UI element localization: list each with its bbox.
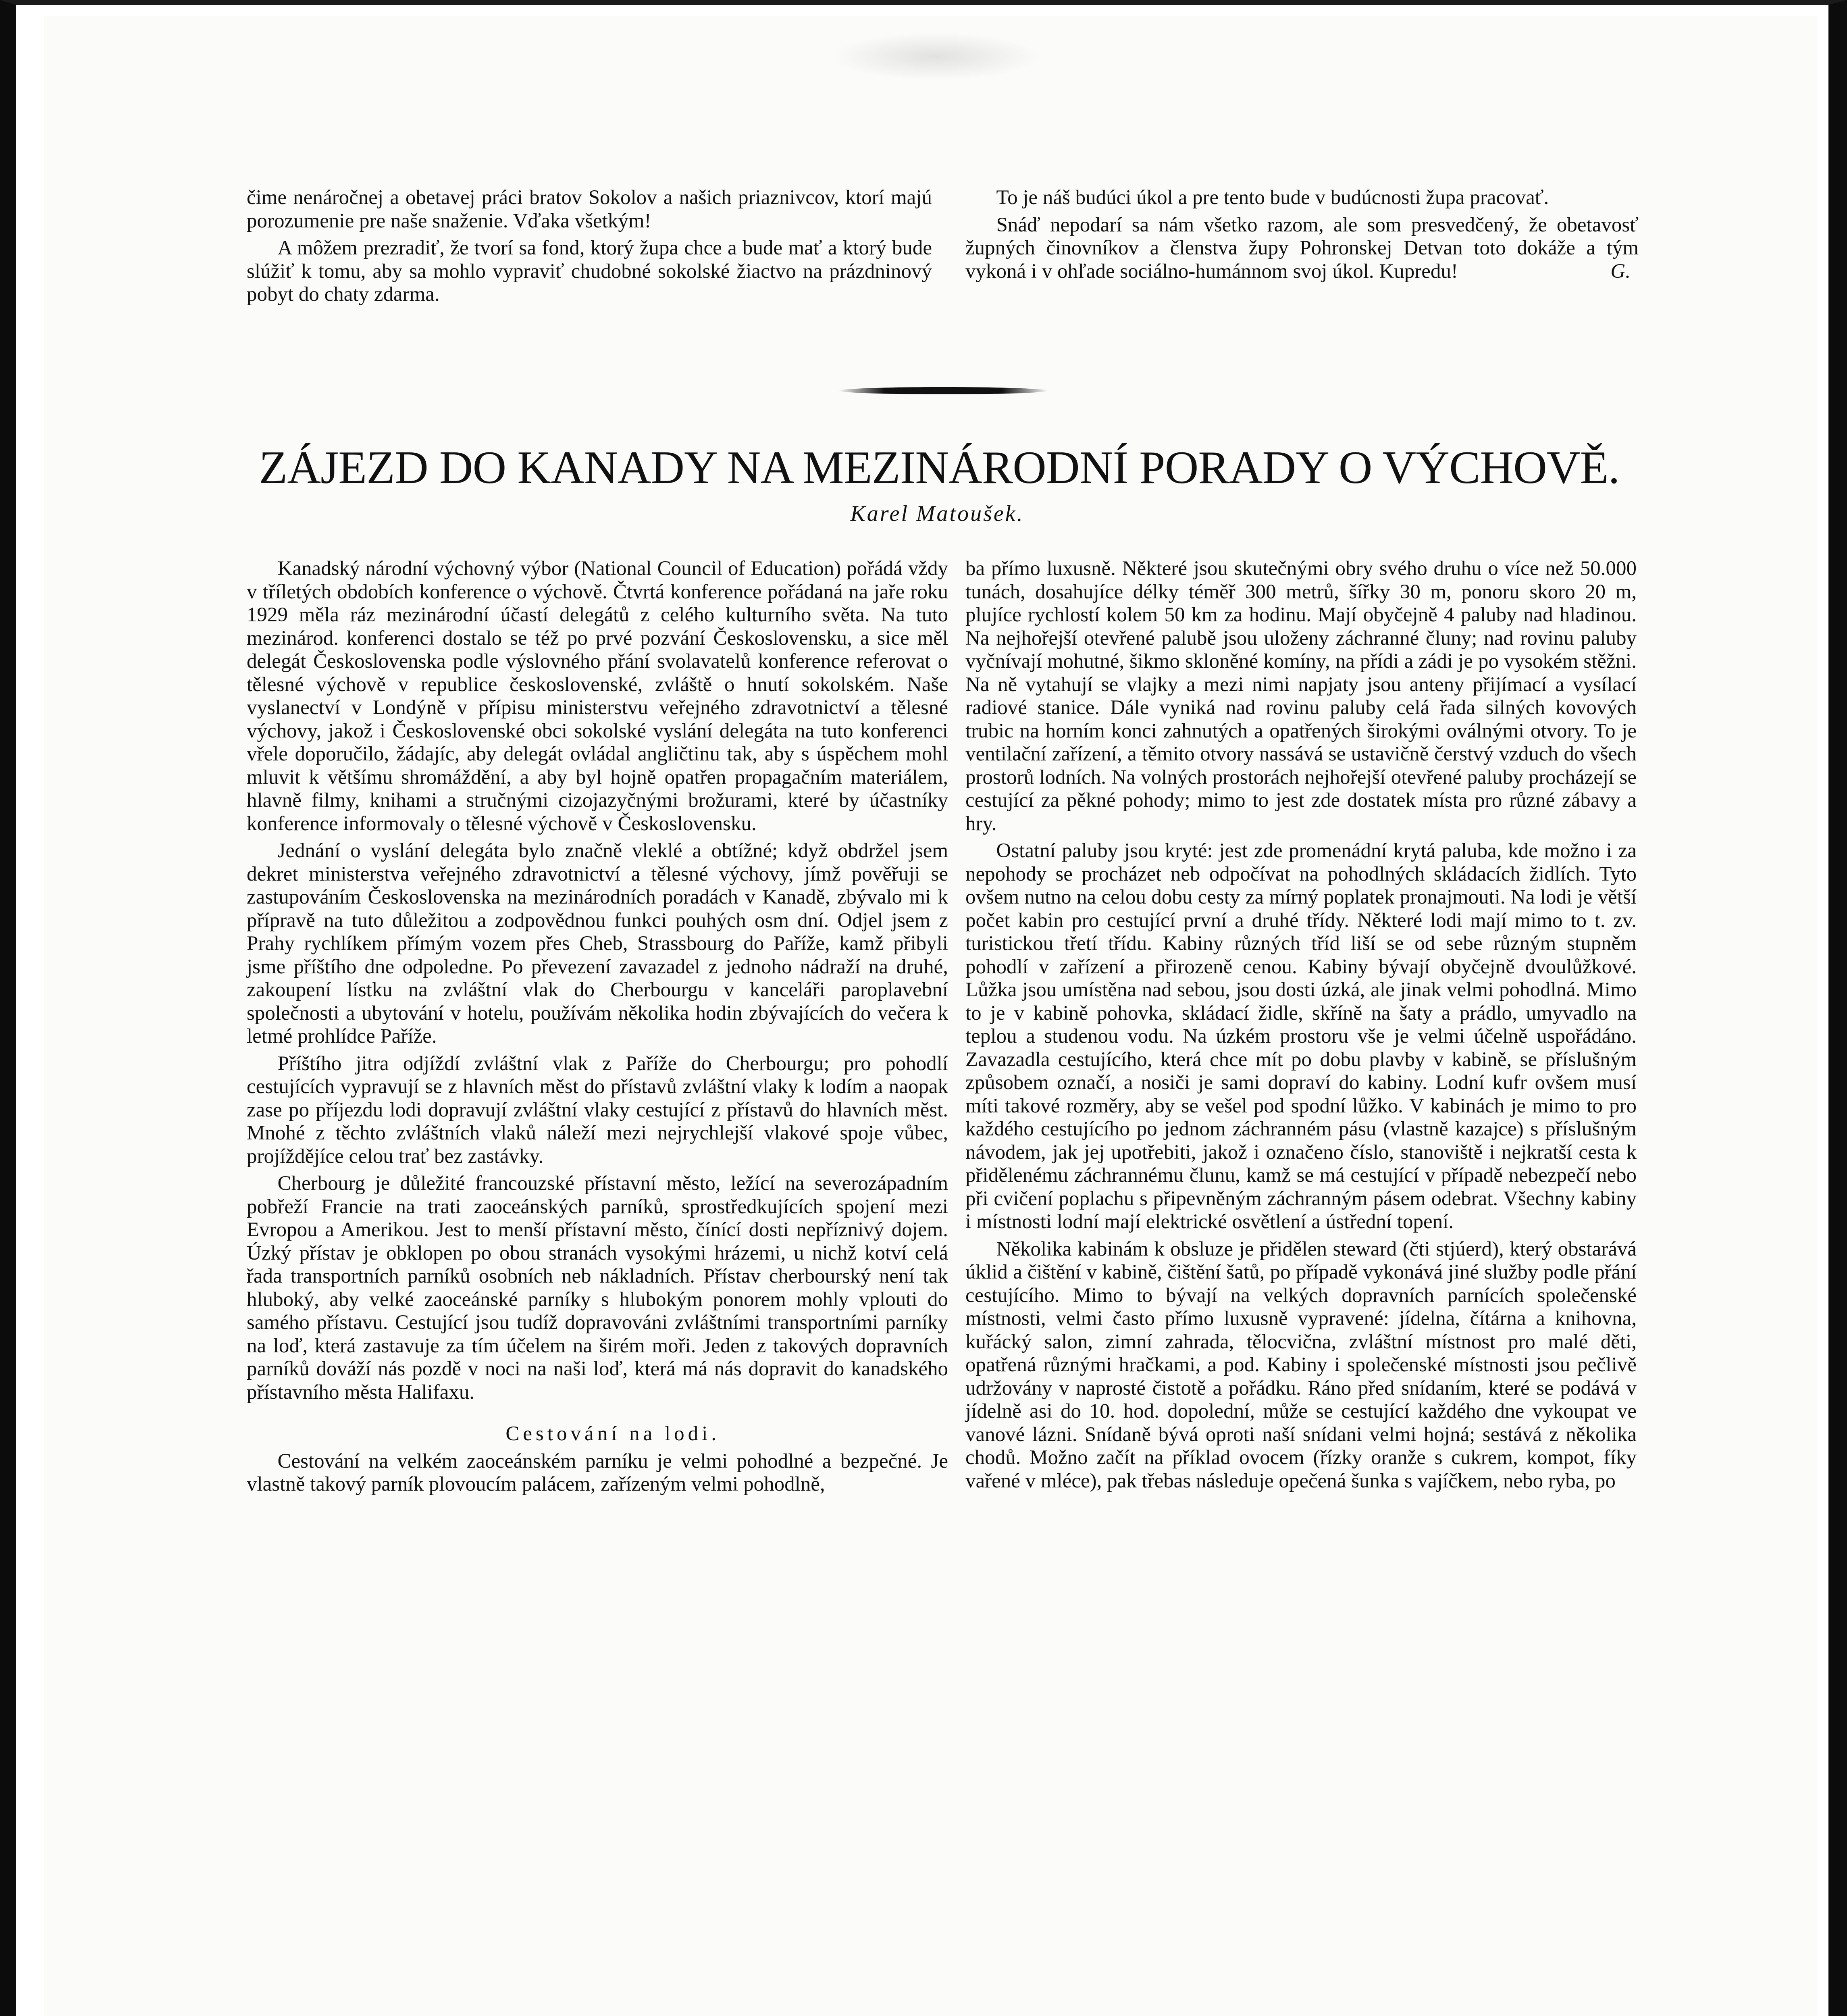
article-right-column bbox=[965, 557, 1637, 1493]
intro-right-column bbox=[965, 186, 1639, 283]
intro-paragraph: A môžem prezradiť, že tvorí sa fond, ktorý župa chce a bude mať a ktorý bude slúžiť k tomu, aby sa mohlo vypraviť chudobné sokolské žiactvo na prázdninový pobyt do chaty zdarma. bbox=[247, 237, 932, 306]
article-title: ZÁJEZD DO KANADY NA MEZINÁRODNÍ PORADY O VÝCHOVĚ. bbox=[259, 442, 1620, 494]
article-paragraph: Cestování na velkém zaoceánském parníku je velmi pohodlné a bezpečné. Je vlastně takový parník plovoucím palácem, zařízeným velmi pohodlně, bbox=[247, 1450, 948, 1495]
article-author: Karel Matoušek. bbox=[850, 501, 1024, 526]
article-paragraph: Příštího jitra odjíždí zvláštní vlak z Paříže do Cherbourgu; pro pohodlí cestujících vypravují se z hlavních měst do přístavů zvláštní vlaky k lodím a naopak zase po příjezdu lodi dopravují zvláštní vlaky cestující z přístavů do hlavních měst. Mnohé z těchto zvláštních vlaků náleží mezi nejrychlejší vlakové spoje vůbec, projíždějíce celou trať bez zastávky. bbox=[247, 1052, 948, 1168]
intro-left-column bbox=[247, 186, 932, 306]
article-paragraph: ba přímo luxusně. Některé jsou skutečnými obry svého druhu o více než 50.000 tunách, dosahujíce délky téměř 300 metrů, šířky 30 m, ponoru skoro 20 m, plujíce rychlostí kolem 50 km za hodinu. Mají obyčejně 4 paluby nad hladinou. Na nejhořejší otevřené palubě jsou uloženy záchranné čluny; nad rovinu paluby vyčnívají mohutné, šikmo skloněné komíny, na přídi a zádi je po vysokém stěžni. Na ně vytahují se vlajky a mezi nimi napjaty jsou anteny přijímací a vysílací radiové stanice. Dále vyniká nad rovinu paluby celá řada silných kovových trubic na horním konci zahnutých a opatřených širokými oválnými otvory. To je ventilační zařízení, a těmito otvory nassává se ustavičně čerstvý vzduch do všech prostorů lodních. Na volných prostorách nejhořejší otevřené paluby procházejí se cestující za pěkné pohody; mimo to jest zde dostatek místa pro různé zábavy a hry. bbox=[965, 557, 1637, 835]
section-divider bbox=[838, 387, 1048, 394]
article-paragraph: Kanadský národní výchovný výbor (National Council of Education) pořádá vždy v tříletých obdobích konference o výchově. Čtvrtá konference pořádaná na jaře roku 1929 měla ráz mezinárodní účastí delegátů z celého kulturního světa. Na tuto mezinárod. konferenci dostalo se též po prvé pozvání Československu, a sice měl delegát Československa podle výslovného přání svolavatelů konference referovat o tělesné výchově v republice československé, zvláště o hnutí sokolském. Naše vyslanectví v Londýně v přípisu ministerstvu veřejného zdravotnictví a tělesné výchovy, jakož i Československé obci sokolské vyslání delegáta na tuto konferenci vřele doporučilo, žádajíc, aby delegát ovládal angličtinu tak, aby s úspěchem mohl mluvit k většímu shromáždění, a aby byl hojně opatřen propagačním materiálem, hlavně filmy, knihami a stručnými cizojazyčnými brožurami, které by účastníky konference informovaly o tělesné výchově v Československu. bbox=[247, 557, 948, 835]
paper-smudge bbox=[830, 32, 1040, 81]
intro-paragraph-text: Snáď nepodarí sa nám všetko razom, ale som presvedčený, že obetavosť župných činovníkov a členstva župy Pohronskej Detvan toto dokáže a tým vykoná i v ohľade sociálno-humánnom svoj úkol. Kupredu! bbox=[965, 213, 1639, 283]
section-subheading: Cestování na lodi. bbox=[505, 1422, 720, 1445]
signature: G. bbox=[1610, 260, 1631, 283]
intro-paragraph: čime nenáročnej a obetavej práci bratov Sokolov a našich priaznivcov, ktorí majú porozumenie pre naše snaženie. Vďaka všetkým! bbox=[247, 186, 932, 232]
article-left-column bbox=[247, 557, 948, 1496]
article-paragraph: Jednání o vyslání delegáta bylo značně vleklé a obtížné; když obdržel jsem dekret ministerstva veřejného zdravotnictví a tělesné výchovy, jímž pověřuji se zastupováním Československa na mezinárodních poradách v Kanadě, zbývalo mi k přípravě na tuto důležitou a zodpovědnou funkci pouhých osm dní. Odjel jsem z Prahy rychlíkem přímým vozem přes Cheb, Strassbourg do Paříže, kamž přibyli jsme příštího dne odpoledne. Po převezení zavazadel z jednoho nádraží na druhé, zakoupení lístku na zvláštní vlak do Cherbourgu v kanceláři paroplavební společnosti a ubytování v hotelu, používám několika hodin zbývajících do večera k letmé prohlídce Paříže. bbox=[247, 839, 948, 1048]
article-paragraph: Několika kabinám k obsluze je přidělen steward (čti stjúerd), který obstarává úklid a čištění v kabině, čištění šatů, po případě vykonává jiné služby podle přání cestujícího. Mimo to bývají na velkých dopravních parnících společenské místnosti, velmi často přímo luxusně vypravené: jídelna, čítárna a knihovna, kuřácký salon, zimní zahrada, tělocvična, zvláštní místnost pro malé děti, opatřená různými hračkami, a pod. Kabiny i společenské místnosti jsou pečlivě udržovány v naprosté čistotě a pořádku. Ráno před snídaním, které se podává v jídelně asi do 10. hod. dopolední, může se cestující každého dne vykoupat ve vanové lázni. Snídaně bývá oproti naší snídani velmi hojná; sestává z několika chodů. Možno začít na příklad ovocem (řízky oranže s cukrem, kompot, fíky vařené v mléce), pak třebas následuje opečená šunka s vajíčkem, nebo ryba, po bbox=[965, 1237, 1637, 1492]
intro-paragraph: To je náš budúci úkol a pre tento bude v budúcnosti župa pracovať. bbox=[996, 186, 1549, 209]
article-paragraph: Ostatní paluby jsou kryté: jest zde promenádní krytá paluba, kde možno i za nepohody se procházet neb odpočívat na pohodlných skládacích židlích. Tyto ovšem nutno na celou dobu cesty za mírný poplatek pronajmouti. Na lodi je větší počet kabin pro cestující první a druhé třídy. Některé lodi mají mimo to t. zv. turistickou třetí třídu. Kabiny různých tříd liší se od sebe různým stupněm pohodlí v zařízení a přirozeně cenou. Kabiny bývají obyčejně dvoulůžkové. Lůžka jsou umístěna nad sebou, jsou dosti úzká, ale jinak velmi pohodlná. Mimo to je v kabině pohovka, skládací židle, skříně na šaty a prádlo, umyvadlo na teplou a studenou vodu. Na úzkém prostoru vše je velmi účelně uspořádáno. Zavazadla cestujícího, která chce mít po dobu plavby v kabině, se příslušným způsobem označí, a nosiči je sami dopraví do kabiny. Lodní kufr ovšem musí míti takové rozměry, aby se vešel pod spodní lůžko. V kabinách je mimo to pro každého cestujícího po jednom záchranném pásu (vlastně kazajce) s příslušným návodem, jak jej upotřebiti, jakož i označeno číslo, stanoviště i nejkratší cesta k přidělenému záchrannému člunu, kamž se má cestující v případě nebezpečí nebo při cvičení poplachu s připevněným záchranným pásem odebrat. Všechny kabiny i místnosti lodní mají elektrické osvětlení a ústřední topení. bbox=[965, 839, 1637, 1233]
intro-paragraph bbox=[965, 214, 1639, 283]
article-paragraph: Cherbourg je důležité francouzské přístavní město, ležící na severozápadním pobřeží Francie na trati zaoceánských parníků, sprostředkujících spojení mezi Evropou a Amerikou. Jest to menší přístavní město, čínící dosti nepříznivý dojem. Úzký přístav je obklopen po obou stranách vysokými hrázemi, u nichž kotví celá řada transportních parníků osobních neb nákladních. Přístav cherbourský není tak hluboký, aby velké zaoceánské parníky s hlubokým ponorem mohly vplouti do samého přístavu. Cestující jsou tudíž dopravováni zvláštními transportními parníky na loď, která zastavuje za tím účelem na širém moři. Jeden z takových dopravních parníků dováží nás pozdě v noci na naši loď, která má nás dopravit do kanadského přístavního města Halifaxu. bbox=[247, 1172, 948, 1404]
